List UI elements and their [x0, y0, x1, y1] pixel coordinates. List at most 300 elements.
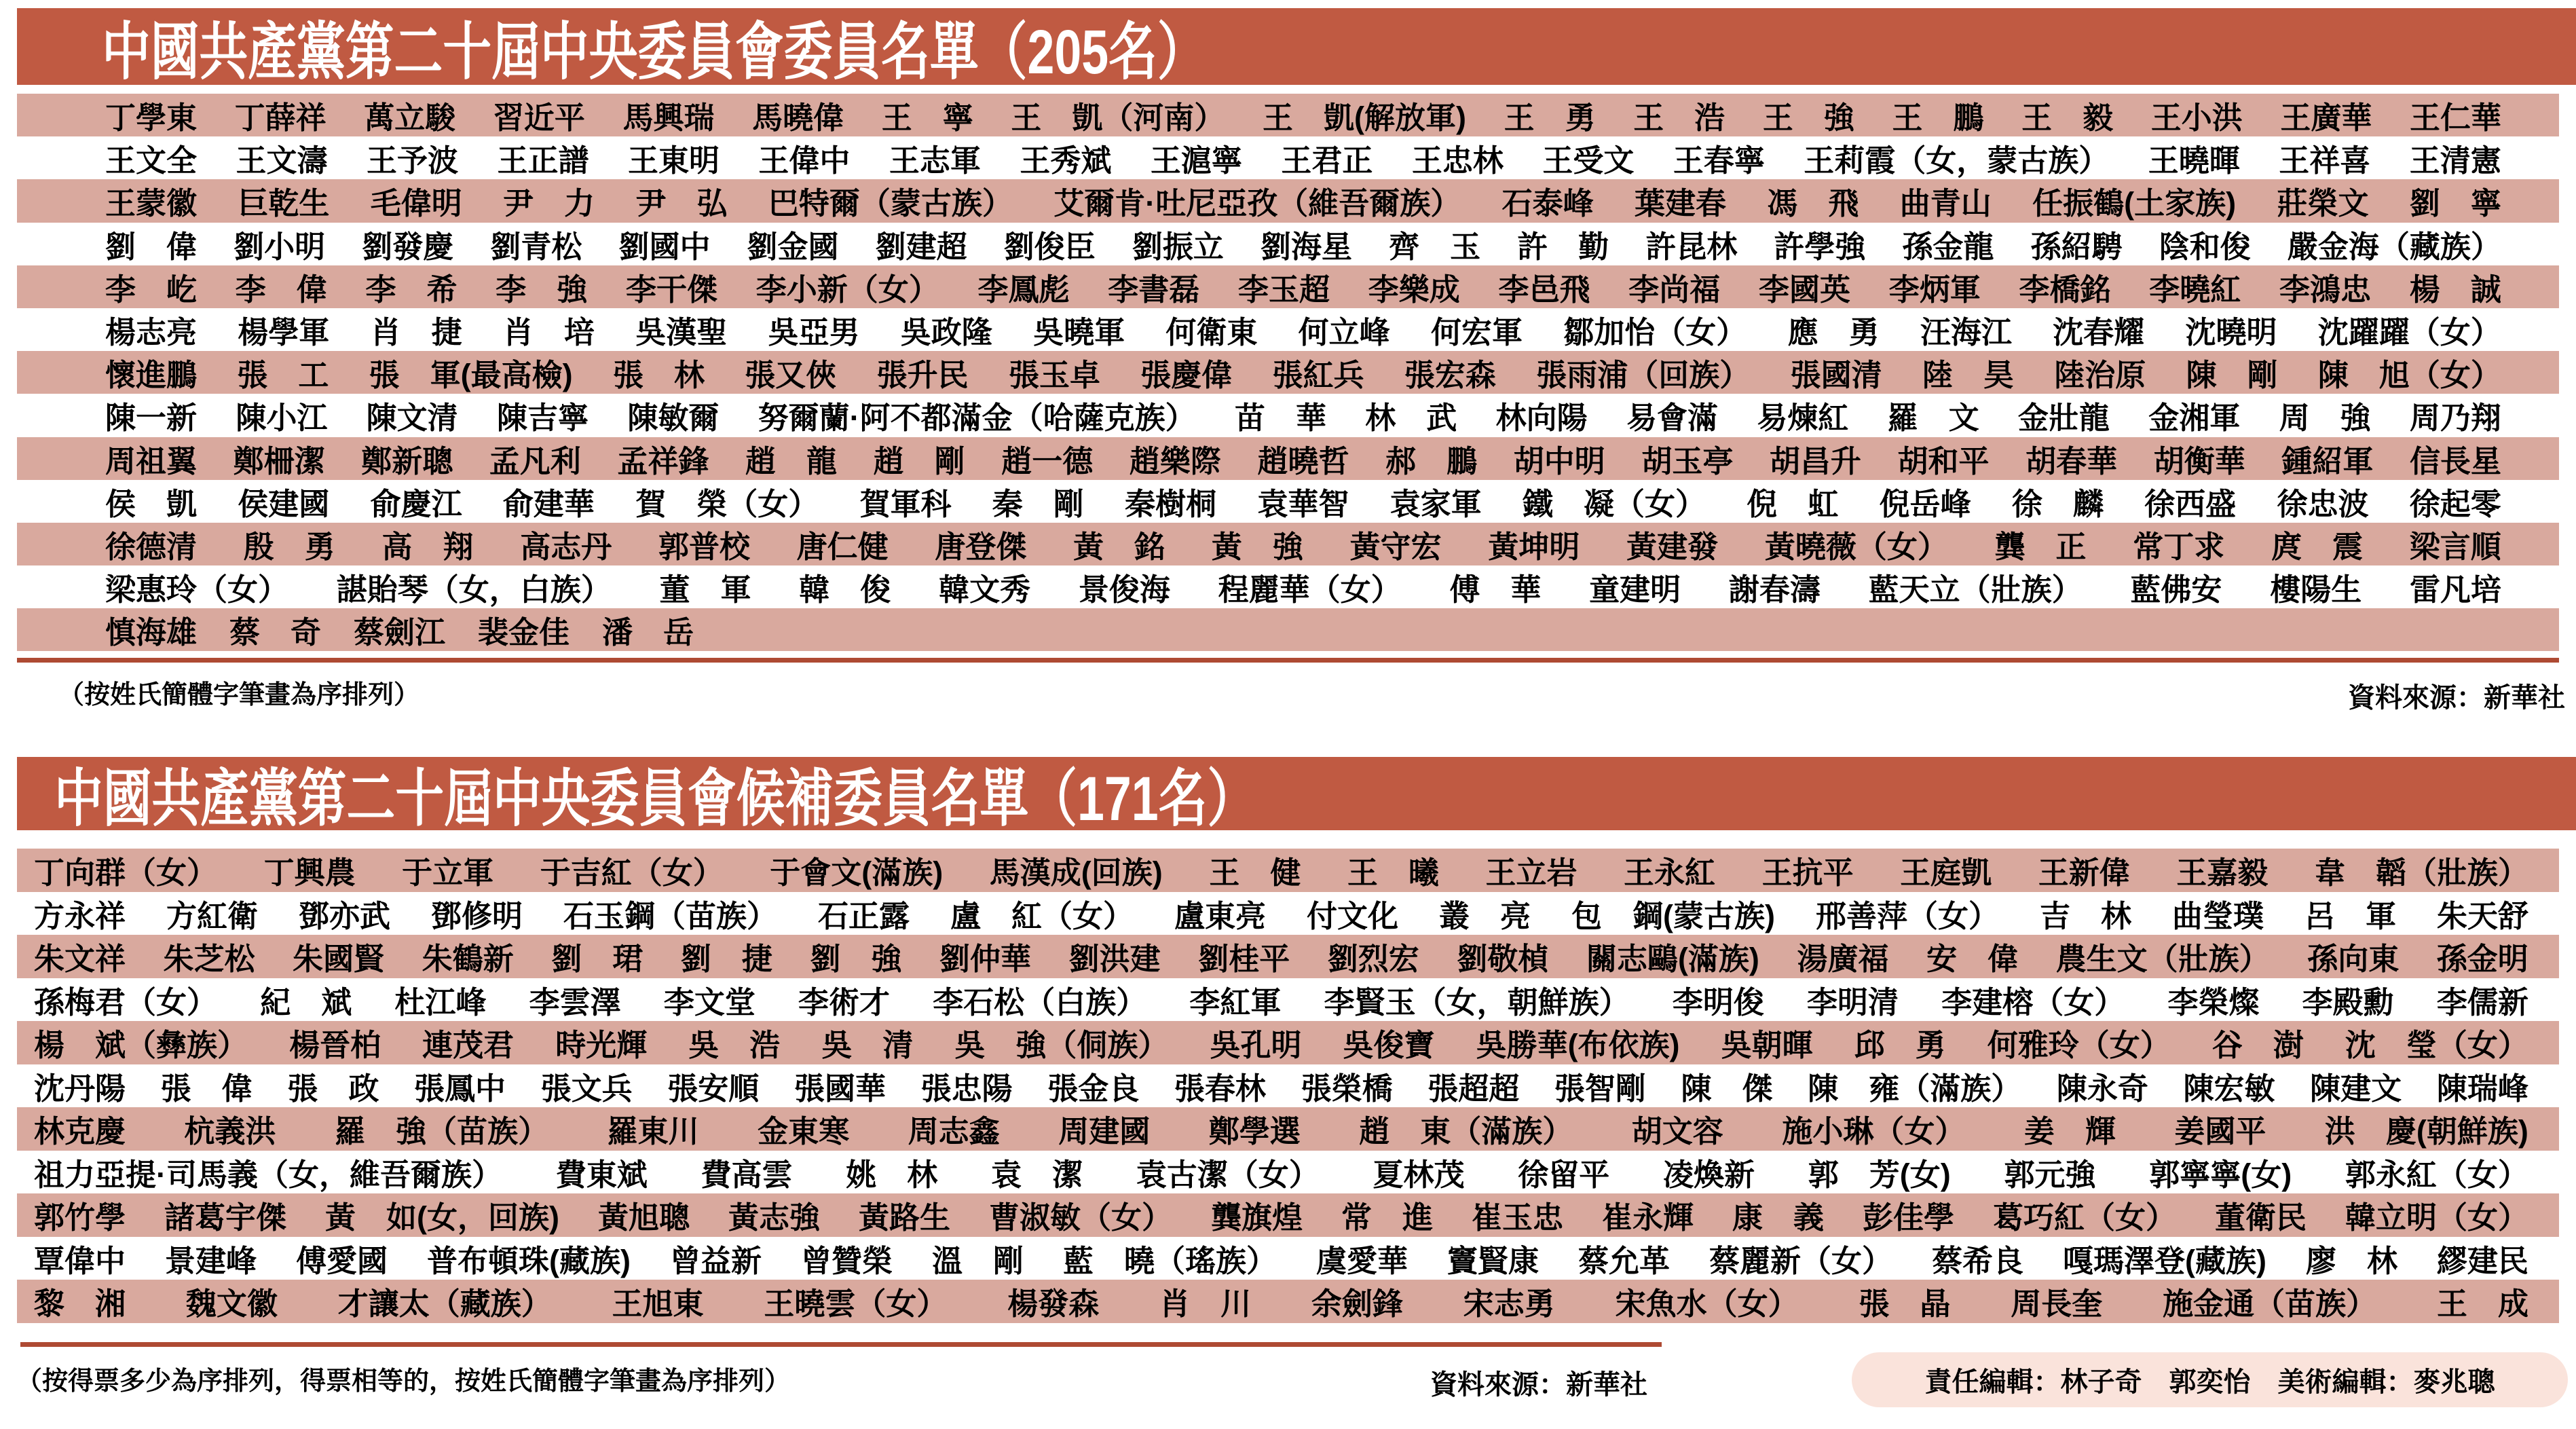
member-name: 吉 林	[2039, 898, 2131, 933]
member-row	[17, 608, 2559, 651]
member-name: 藍 曉（瑤族）	[1062, 1243, 1277, 1278]
member-name: 慎海雄	[105, 615, 198, 650]
member-name: 吳朝暉	[1721, 1028, 1813, 1063]
member-name: 丁向群（女）	[34, 855, 218, 891]
members-source-note: 資料來源：新華社	[2348, 683, 2565, 713]
member-name: 許 勤	[1517, 229, 1609, 264]
member-name: 王莉霞（女，蒙古族）	[1804, 143, 2110, 179]
member-name: 黃志強	[728, 1200, 820, 1236]
member-name: 李 偉	[235, 272, 327, 307]
member-name: 周建國	[1058, 1114, 1151, 1149]
member-row	[17, 480, 2559, 523]
member-row	[17, 265, 2559, 308]
member-name: 康 義	[1732, 1200, 1824, 1236]
member-name: 金東寒	[758, 1114, 850, 1149]
member-name: 陳宏敏	[2183, 1071, 2275, 1106]
member-name: 鄭柵潔	[233, 443, 325, 479]
member-name: 陳瑞峰	[2436, 1071, 2528, 1106]
member-name: 胡中明	[1513, 443, 1605, 479]
member-name: 陸 昊	[1922, 358, 2014, 393]
member-name: 龔 正	[1994, 529, 2087, 564]
member-name: 吳孔明	[1210, 1028, 1302, 1063]
member-name: 張紅兵	[1272, 358, 1364, 393]
member-name: 李邑飛	[1498, 272, 1590, 307]
member-name: 齊 玉	[1389, 229, 1481, 264]
member-name: 王 毅	[2021, 100, 2114, 136]
member-name: 陸治原	[2054, 358, 2146, 393]
member-name: 馮 飛	[1767, 186, 1859, 221]
member-name: 李紅軍	[1189, 984, 1282, 1020]
member-name: 葉建春	[1634, 186, 1726, 221]
member-name: 李明俊	[1672, 984, 1764, 1020]
member-name: 周祖翼	[105, 443, 198, 479]
member-row	[17, 437, 2559, 480]
member-name: 王忠林	[1411, 143, 1504, 179]
member-name: 徐德清	[105, 529, 198, 564]
member-row	[17, 94, 2559, 136]
member-name: 張超超	[1427, 1071, 1520, 1106]
member-name: 宋志勇	[1463, 1286, 1555, 1322]
member-name: 王庭凱	[1900, 855, 1992, 891]
member-name: 沈 瑩（女）	[2345, 1028, 2528, 1063]
member-name: 劉洪建	[1068, 942, 1161, 977]
member-name: 劉敬楨	[1457, 942, 1549, 977]
member-name: 李書磊	[1108, 272, 1200, 307]
member-name: 劉海星	[1260, 229, 1352, 264]
member-name: 裴金佳	[478, 615, 570, 650]
member-name: 周乃翔	[2409, 401, 2501, 436]
member-name: 張春林	[1174, 1071, 1266, 1106]
member-name: 方永祥	[34, 898, 126, 933]
member-name: 趙 東（滿族）	[1359, 1114, 1573, 1149]
member-name: 黃守宏	[1349, 529, 1442, 564]
member-name: 趙一德	[1001, 443, 1094, 479]
member-name: 郭竹學	[34, 1200, 126, 1236]
member-name: 趙 剛	[873, 443, 965, 479]
member-name: 張雨浦（回族）	[1536, 358, 1751, 393]
member-name: 陳吉寧	[496, 401, 589, 436]
member-name: 湯廣福	[1797, 942, 1889, 977]
member-name: 韓文秀	[939, 572, 1031, 608]
member-row	[17, 1064, 2559, 1108]
member-name: 王文濤	[236, 143, 328, 179]
member-name: 余劍鋒	[1311, 1286, 1403, 1322]
member-name: 唐仁健	[796, 529, 889, 564]
member-name: 嚴金海（藏族）	[2287, 229, 2501, 264]
alternates-sort-note: （按得票多少為序排列，得票相等的，按姓氏簡體字筆畫為序排列）	[16, 1367, 791, 1396]
member-name: 張宏森	[1404, 358, 1496, 393]
member-name: 趙曉哲	[1257, 443, 1349, 479]
member-name: 劉振立	[1132, 229, 1224, 264]
member-row	[17, 1193, 2559, 1237]
member-name: 李 希	[365, 272, 458, 307]
member-name: 張 政	[287, 1071, 379, 1106]
member-name: 孫金明	[2436, 942, 2528, 977]
member-name: 李玉超	[1238, 272, 1330, 307]
member-name: 王滬寧	[1150, 143, 1242, 179]
member-name: 胡衡華	[2153, 443, 2245, 479]
member-name: 李賢玉（女，朝鮮族）	[1324, 984, 1630, 1020]
member-name: 谷 澍	[2211, 1028, 2304, 1063]
member-row	[17, 1107, 2559, 1151]
member-name: 石正露	[818, 898, 910, 933]
member-name: 包 鋼(蒙古族)	[1571, 898, 1775, 933]
member-name: 王新偉	[2038, 855, 2130, 891]
member-name: 習近平	[493, 100, 585, 136]
member-name: 黃 強	[1211, 529, 1303, 564]
member-name: 王春寧	[1673, 143, 1765, 179]
member-name: 王旭東	[612, 1286, 704, 1322]
member-name: 樓陽生	[2270, 572, 2362, 608]
member-name: 吳 強（侗族）	[954, 1028, 1169, 1063]
member-name: 黃曉薇（女）	[1764, 529, 1948, 564]
member-name: 郭普校	[658, 529, 750, 564]
alternates-title-banner	[17, 757, 2576, 834]
member-name: 趙 龍	[745, 443, 838, 479]
member-name: 努爾蘭·阿不都滿金（哈薩克族）	[758, 401, 1196, 436]
member-name: 施小琳（女）	[1782, 1114, 1966, 1149]
member-name: 李 強	[496, 272, 588, 307]
member-name: 劉發慶	[362, 229, 454, 264]
alternates-source-note: 資料來源：新華社	[1430, 1370, 1647, 1400]
member-name: 黃坤明	[1488, 529, 1580, 564]
member-row	[17, 1021, 2559, 1064]
member-name: 于吉紅（女）	[540, 855, 724, 891]
member-name: 凌煥新	[1662, 1157, 1755, 1192]
member-row	[17, 892, 2559, 935]
member-row	[17, 849, 2559, 892]
member-name: 郭元強	[2004, 1157, 2096, 1192]
member-name: 諶貽琴（女，白族）	[336, 572, 612, 608]
member-name: 馬興瑞	[622, 100, 715, 136]
member-name: 倪 虹	[1747, 486, 1839, 521]
member-name: 溫 剛	[931, 1243, 1024, 1278]
member-name: 李文堂	[663, 984, 755, 1020]
member-name: 王志軍	[889, 143, 981, 179]
member-name: 孫紹騁	[2030, 229, 2123, 264]
member-name: 劉烈宏	[1327, 942, 1419, 977]
member-row	[17, 223, 2559, 265]
member-row	[17, 1280, 2559, 1323]
member-name: 張玉卓	[1008, 358, 1100, 393]
member-name: 張又俠	[745, 358, 837, 393]
member-name: 黃旭聰	[597, 1200, 690, 1236]
member-name: 許昆林	[1645, 229, 1738, 264]
member-name: 何宏軍	[1430, 315, 1523, 350]
member-name: 李小新（女）	[755, 272, 939, 307]
alternates-name-grid	[17, 849, 2559, 1323]
member-name: 王仁華	[2409, 100, 2501, 136]
member-name: 楊學軍	[238, 315, 330, 350]
member-name: 張國華	[794, 1071, 886, 1106]
member-name: 普布頓珠(藏族)	[427, 1243, 631, 1278]
member-name: 景建峰	[165, 1243, 257, 1278]
member-name: 張金良	[1047, 1071, 1140, 1106]
alternates-title: 中國共產黨第二十屆中央委員會候補委員名單（171名）	[54, 764, 1256, 834]
member-name: 張升民	[876, 358, 969, 393]
member-name: 劉 捷	[680, 942, 772, 977]
member-name: 汪海江	[1920, 315, 2012, 350]
member-name: 金壯龍	[2017, 401, 2110, 436]
member-name: 張安順	[667, 1071, 760, 1106]
member-name: 李炳軍	[1888, 272, 1981, 307]
member-name: 楊晉柏	[289, 1028, 381, 1063]
member-name: 韋 韜（壯族）	[2314, 855, 2528, 891]
member-name: 藍佛安	[2130, 572, 2222, 608]
member-name: 孟祥鋒	[617, 443, 709, 479]
member-name: 宋魚水（女）	[1615, 1286, 1799, 1322]
member-name: 任振鶴(土家族)	[2032, 186, 2237, 221]
members-title-banner	[17, 8, 2576, 85]
member-name: 應 勇	[1787, 315, 1880, 350]
member-name: 王 凱（河南）	[1011, 100, 1225, 136]
members-title: 中國共產黨第二十屆中央委員會委員名單（205名）	[102, 17, 1206, 87]
member-row	[17, 179, 2559, 222]
member-name: 劉 強	[810, 942, 902, 977]
member-name: 朱文祥	[34, 942, 126, 977]
member-name: 劉 偉	[105, 229, 198, 264]
member-name: 劉 珺	[551, 942, 643, 977]
member-name: 夏林茂	[1373, 1157, 1465, 1192]
member-name: 李鳳彪	[977, 272, 1070, 307]
member-name: 鄧亦武	[299, 898, 391, 933]
member-name: 景俊海	[1078, 572, 1170, 608]
member-name: 農生文（壯族）	[2055, 942, 2270, 977]
member-name: 崔永輝	[1601, 1200, 1694, 1236]
member-name: 馬曉偉	[752, 100, 844, 136]
member-name: 劉建超	[875, 229, 967, 264]
member-name: 葛巧紅（女）	[1992, 1200, 2176, 1236]
member-name: 杜江峰	[394, 984, 487, 1020]
member-name: 劉桂平	[1198, 942, 1290, 977]
member-name: 連茂君	[422, 1028, 515, 1063]
member-name: 袁 潔	[990, 1157, 1083, 1192]
member-name: 陳小江	[236, 401, 328, 436]
member-name: 呂 軍	[2304, 898, 2396, 933]
member-name: 張榮橋	[1301, 1071, 1393, 1106]
member-name: 虞愛華	[1315, 1243, 1408, 1278]
member-name: 施金通（苗族）	[2163, 1286, 2377, 1322]
member-name: 黃 如(女，回族)	[325, 1200, 559, 1236]
member-name: 潘 岳	[602, 615, 694, 650]
member-name: 毛偉明	[370, 186, 462, 221]
member-row	[17, 136, 2559, 179]
member-name: 劉國中	[618, 229, 711, 264]
member-name: 吳漢聖	[635, 315, 728, 350]
member-name: 雷凡培	[2409, 572, 2501, 608]
member-name: 徐 麟	[2011, 486, 2104, 521]
member-name: 繆建民	[2436, 1243, 2528, 1278]
member-name: 張文兵	[540, 1071, 633, 1106]
member-name: 王清憲	[2409, 143, 2501, 179]
member-name: 龔旗煌	[1210, 1200, 1303, 1236]
members-divider-rule	[17, 658, 2559, 663]
member-name: 楊 斌（彝族）	[34, 1028, 248, 1063]
member-name: 陳文清	[366, 401, 458, 436]
member-name: 程麗華（女）	[1218, 572, 1402, 608]
member-name: 吳 浩	[688, 1028, 781, 1063]
member-name: 于會文(滿族)	[770, 855, 944, 891]
member-name: 趙樂際	[1129, 443, 1221, 479]
member-name: 高 翔	[381, 529, 474, 564]
member-name: 嘎瑪澤登(藏族)	[2062, 1243, 2266, 1278]
member-name: 林克慶	[34, 1114, 126, 1149]
member-row	[17, 308, 2559, 351]
member-name: 蔡 奇	[229, 615, 322, 650]
member-row	[17, 351, 2559, 394]
member-name: 藍天立（壯族）	[1868, 572, 2083, 608]
member-name: 王偉中	[758, 143, 851, 179]
member-name: 信長星	[2409, 443, 2501, 479]
member-name: 邱 勇	[1854, 1028, 1946, 1063]
member-name: 張 軍(最高檢)	[369, 358, 573, 393]
member-name: 陳一新	[105, 401, 198, 436]
member-name: 王君正	[1281, 143, 1373, 179]
member-name: 許學強	[1774, 229, 1866, 264]
member-name: 曲瑩璞	[2171, 898, 2264, 933]
member-name: 肖 捷	[370, 315, 462, 350]
member-name: 李曉紅	[2149, 272, 2241, 307]
member-name: 吳曉軍	[1033, 315, 1125, 350]
member-name: 何立峰	[1298, 315, 1390, 350]
member-name: 王秀斌	[1020, 143, 1112, 179]
member-name: 秦樹桐	[1125, 486, 1217, 521]
member-name: 魏文徽	[185, 1286, 278, 1322]
member-name: 王 健	[1209, 855, 1301, 891]
member-row	[17, 1237, 2559, 1280]
member-name: 費高雲	[701, 1157, 793, 1192]
member-name: 彭佳學	[1862, 1200, 1954, 1236]
member-name: 王抗平	[1761, 855, 1854, 891]
member-name: 黃 銘	[1073, 529, 1165, 564]
member-name: 張忠陽	[920, 1071, 1013, 1106]
member-name: 王受文	[1542, 143, 1635, 179]
member-name: 侯建國	[238, 486, 330, 521]
member-name: 王 鵬	[1892, 100, 1984, 136]
member-name: 曾益新	[669, 1243, 762, 1278]
member-name: 常丁求	[2133, 529, 2225, 564]
member-name: 高志丹	[520, 529, 612, 564]
member-name: 肖 川	[1159, 1286, 1252, 1322]
member-name: 倪岳峰	[1879, 486, 1971, 521]
member-name: 梁惠玲（女）	[105, 572, 289, 608]
member-name: 易煉紅	[1757, 401, 1849, 436]
member-name: 石泰峰	[1501, 186, 1594, 221]
member-name: 孫梅君（女）	[34, 984, 218, 1020]
member-name: 吳 清	[821, 1028, 914, 1063]
members-sort-note: （按姓氏簡體字筆畫為序排列）	[58, 681, 420, 709]
member-name: 黎 湘	[34, 1286, 126, 1322]
member-name: 諸葛宇傑	[164, 1200, 287, 1236]
member-name: 方紅衛	[166, 898, 259, 933]
member-name: 張慶偉	[1140, 358, 1233, 393]
member-name: 陳 旭（女）	[2317, 358, 2501, 393]
member-name: 時光輝	[555, 1028, 648, 1063]
member-name: 殷 勇	[243, 529, 335, 564]
member-name: 王 勇	[1504, 100, 1596, 136]
member-name: 沈躍躍（女）	[2317, 315, 2501, 350]
member-row	[17, 1151, 2559, 1194]
member-name: 王蒙徽	[105, 186, 198, 221]
member-name: 王嘉毅	[2176, 855, 2269, 891]
member-name: 賀軍科	[859, 486, 952, 521]
member-name: 賀 榮（女）	[635, 486, 819, 521]
member-name: 李尚福	[1628, 272, 1721, 307]
member-name: 楊志亮	[105, 315, 198, 350]
member-name: 馬漢成(回族)	[989, 855, 1163, 891]
member-name: 劉仲華	[939, 942, 1032, 977]
member-name: 唐登傑	[935, 529, 1027, 564]
member-name: 秦 剛	[992, 486, 1084, 521]
member-name: 易會滿	[1626, 401, 1718, 436]
member-name: 庹 震	[2271, 529, 2364, 564]
member-name: 李干傑	[626, 272, 718, 307]
member-name: 曲青山	[1899, 186, 1992, 221]
member-name: 王文全	[105, 143, 198, 179]
member-name: 董衛民	[2214, 1200, 2307, 1236]
member-name: 陳 傑	[1681, 1071, 1773, 1106]
member-name: 李樂成	[1368, 272, 1460, 307]
member-name: 王 浩	[1633, 100, 1725, 136]
member-name: 朱芝松	[163, 942, 255, 977]
member-name: 蔡希良	[1931, 1243, 2023, 1278]
member-name: 苗 華	[1234, 401, 1326, 436]
member-row	[17, 935, 2559, 978]
member-name: 蔡允革	[1578, 1243, 1670, 1278]
member-name: 叢 亮	[1439, 898, 1531, 933]
member-name: 陳敏爾	[627, 401, 720, 436]
member-name: 才讓太（藏族）	[337, 1286, 552, 1322]
member-name: 周志鑫	[908, 1114, 1000, 1149]
member-name: 王小洪	[2150, 100, 2243, 136]
member-name: 徐忠波	[2277, 486, 2369, 521]
member-name: 陳 雍（滿族）	[1808, 1071, 2022, 1106]
member-name: 鄧修明	[431, 898, 523, 933]
member-name: 王 曦	[1347, 855, 1439, 891]
member-name: 俞慶江	[370, 486, 462, 521]
member-name: 楊發森	[1007, 1286, 1100, 1322]
member-name: 胡和平	[1897, 443, 1990, 479]
member-name: 劉 寧	[2409, 186, 2501, 221]
member-name: 王東明	[627, 143, 720, 179]
member-name: 張國清	[1790, 358, 1882, 393]
member-name: 劉金國	[747, 229, 839, 264]
member-name: 徐留平	[1518, 1157, 1610, 1192]
member-name: 王廣華	[2280, 100, 2372, 136]
member-name: 李橋銘	[2019, 272, 2111, 307]
member-name: 王 寧	[881, 100, 973, 136]
member-name: 何雅玲（女）	[1987, 1028, 2171, 1063]
member-name: 謝春濤	[1728, 572, 1821, 608]
member-name: 胡玉亭	[1641, 443, 1734, 479]
member-name: 羅 文	[1887, 401, 1979, 436]
member-name: 梁言順	[2409, 529, 2501, 564]
member-name: 丁薛祥	[234, 100, 326, 136]
member-name: 沈春耀	[2053, 315, 2145, 350]
member-name: 劉俊臣	[1003, 229, 1096, 264]
member-row	[17, 394, 2559, 437]
member-name: 邢善萍（女）	[1815, 898, 1999, 933]
member-name: 萬立駿	[364, 100, 456, 136]
alternates-divider-rule	[20, 1342, 1662, 1347]
member-name: 孫金龍	[1902, 229, 1994, 264]
member-name: 徐起零	[2409, 486, 2501, 521]
editor-credits: 責任編輯：林子奇 郭奕怡 美術編輯：麥兆聰	[1924, 1367, 2495, 1397]
member-name: 王 強	[1762, 100, 1854, 136]
member-name: 李 屹	[105, 272, 198, 307]
member-name: 盧東亮	[1174, 898, 1267, 933]
member-name: 林 武	[1365, 401, 1457, 436]
